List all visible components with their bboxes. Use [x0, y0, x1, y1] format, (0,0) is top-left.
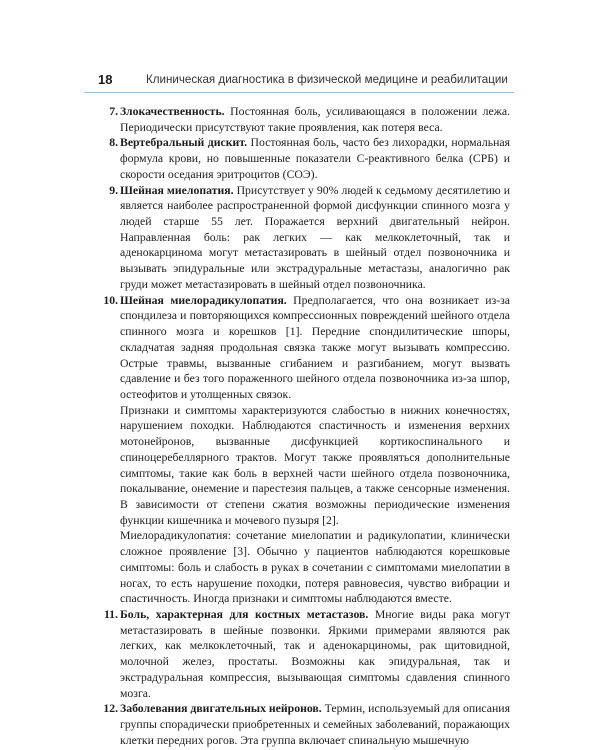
list-item	[86, 701, 510, 748]
item-paragraph	[120, 104, 510, 135]
list-item	[86, 607, 510, 701]
item-number: 8.	[109, 136, 118, 150]
item-paragraph	[120, 183, 510, 293]
list-item	[86, 183, 510, 293]
item-number: 12.	[103, 702, 118, 716]
item-term: Шейная миелорадикулопатия.	[120, 293, 287, 307]
item-paragraph: Признаки и симптомы характеризуются слабостью в нижних конечностях, нарушением походки. Наблюдаются спастичность и изменения верхних мотонейронов, вызванные дисфункцией кортикоспинального и спиноцеребеллярного трактов. Могут также проявляться дополнительные симптомы, такие как боль в верхней части шейного отдела позвоночника, покалывание, онемение и парестезия пальцев, а также сенсорные изменения. В зависимости от степени сжатия возможны периодические изменения функции кишечника и мочевого пузыря [2].	[120, 403, 510, 527]
item-term: Шейная миелопатия.	[120, 183, 234, 197]
item-paragraph	[120, 607, 510, 701]
item-paragraph	[120, 293, 510, 403]
item-text: Постоянная боль, усиливающаяся в положении лежа. Периодически присутствуют такие проявления, как потеря веса.	[120, 105, 510, 134]
item-paragraph: Миелорадикулопатия: сочетание миелопатии и радикулопатии, клинически сложное проявление [3]. Обычно у пациентов наблюдаются корешковые симптомы: боль и слабость в руках в сочетании с симптомами миелопатии в ногах, то есть нарушение походки, потеря равновесия, чувство вибрации и спастичность. Иногда признаки и симптомы наблюдаются вместе.	[120, 529, 510, 606]
running-title: Клиническая диагностика в физической медицине и реабилитации	[146, 73, 508, 86]
list-item	[86, 104, 510, 135]
item-text: Предполагается, что она возникает из-за спондилеза и повторяющихся компрессионных повреждений шейного отдела спинного мозга и корешков [1]. Передние спондилитические шпоры, складчатая задняя продольная связка также могут вызывать компрессию. Острые травмы, вызванные сгибанием и разгибанием, могут вызвать сдавление и без того пораженного шейного отдела позвоночника из-за шпор, остеофитов и утолщенных связок.	[120, 293, 510, 401]
item-number: 11.	[103, 608, 118, 621]
page-number: 18	[98, 72, 113, 87]
item-text: Термин, используемый для описания группы спорадически приобретенных и семейных заболеваний, поражающих клетки передних рогов. Эта группа включает спинальную мышечную	[120, 702, 510, 747]
page-body	[86, 104, 510, 748]
item-term: Вертебральный дискит.	[120, 136, 248, 150]
header-rule	[84, 92, 514, 93]
item-term: Злокачественность.	[120, 105, 225, 118]
item-term: Боль, характерная для костных метастазов.	[120, 608, 369, 621]
item-text: Присутствует у 90% людей к седьмому десятилетию и является наиболее распространенной формой дисфункции спинного мозга у людей старше 55 лет. Поражается верхний двигательный нейрон. Направленная боль: рак легких — как мелкоклеточный, так и аденокарцинома могут метастазировать в шейный отдел позвоночника и вызывать эпидуральные или экстрадуральные метастазы, аналогично рак груди может метастазировать в шейный отдел позвоночника.	[120, 183, 510, 291]
item-term: Заболевания двигательных нейронов.	[120, 702, 322, 716]
page-header	[84, 72, 514, 90]
item-number: 7.	[109, 105, 118, 118]
item-text: Постоянная боль, часто без лихорадки, нормальная формула крови, но повышенные показатели С-реактивного белка (СРБ) и скорости оседания эритроцитов (СОЭ).	[120, 136, 510, 181]
item-paragraph	[120, 701, 510, 748]
list-item	[86, 293, 510, 607]
item-number: 9.	[109, 183, 118, 197]
item-paragraph	[120, 135, 510, 182]
list-item	[86, 135, 510, 182]
item-text: Многие виды рака могут метастазировать в шейные позвонки. Яркими примерами являются рак легких, как мелкоклеточный, так и аденокарциномы, рак щитовидной, молочной желез, простаты. Возможны как эпидуральная, так и экстрадуральная компрессия, вызывающая симптомы сдавления спинного мозга.	[120, 608, 510, 700]
item-number: 10.	[103, 293, 118, 307]
